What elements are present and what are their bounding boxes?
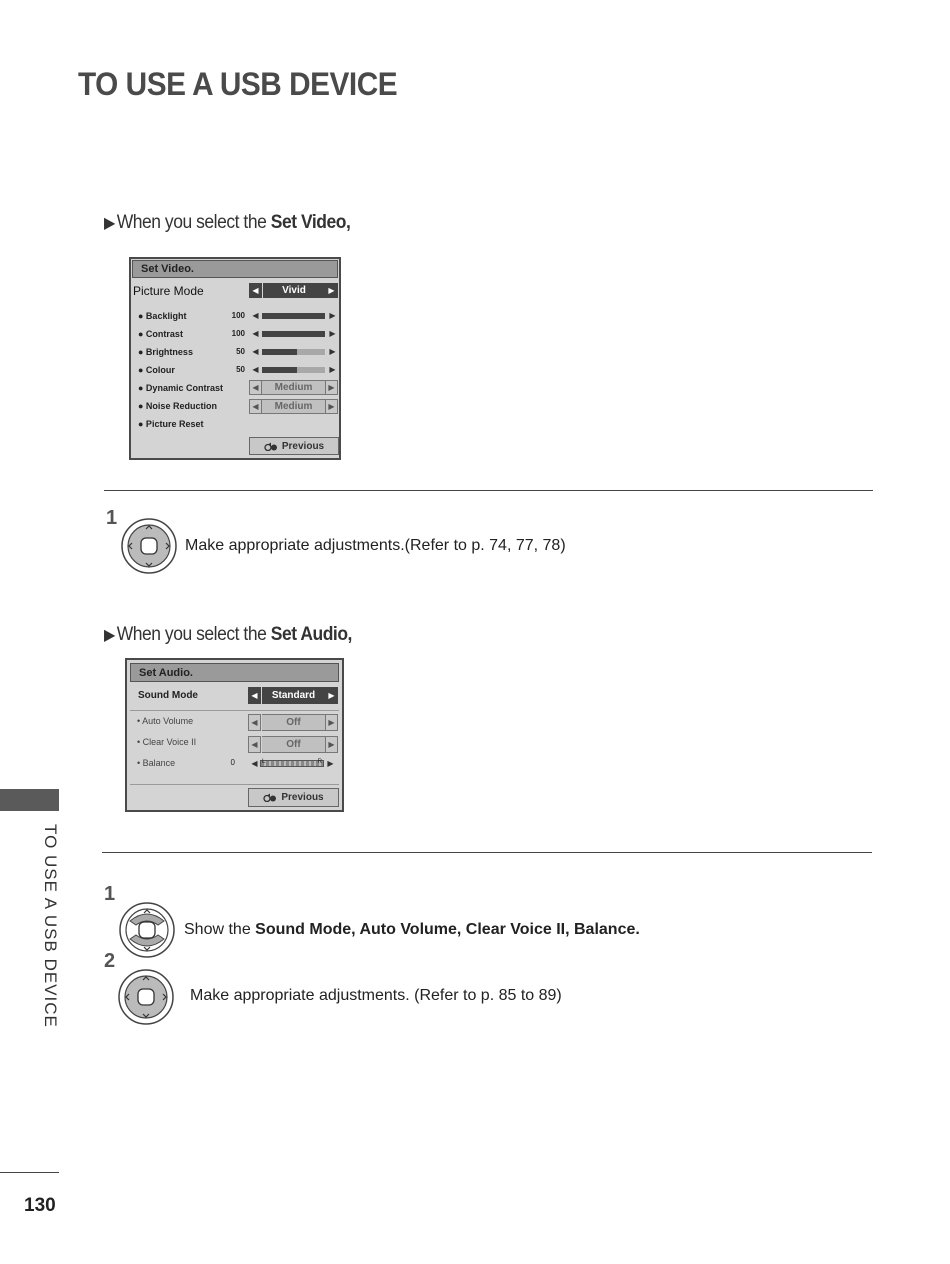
play-arrow-icon: ▶: [104, 215, 115, 232]
clear-voice-right-arrow-icon[interactable]: ▶: [325, 736, 338, 753]
sound-mode-label: Sound Mode: [138, 690, 198, 701]
auto-volume-value[interactable]: Off: [262, 714, 325, 731]
left-arrow-icon[interactable]: ◀: [252, 311, 259, 320]
clear-voice-value[interactable]: Off: [262, 736, 325, 753]
balance-left-marker: L: [262, 759, 266, 765]
noise-reduction-label: ● Noise Reduction: [138, 401, 217, 411]
osd-divider: [130, 710, 339, 711]
auto-volume-left-arrow-icon[interactable]: ◀: [248, 714, 261, 731]
balance-label: • Balance: [137, 758, 176, 768]
dynamic-contrast-right-arrow-icon[interactable]: ▶: [325, 380, 338, 395]
heading-bold: Set Video,: [270, 212, 351, 233]
left-arrow-icon[interactable]: ◀: [252, 365, 259, 374]
colour-label: ● Colour: [138, 365, 175, 375]
right-arrow-icon[interactable]: ▶: [329, 347, 336, 356]
page-number: 130: [24, 1195, 56, 1216]
colour-value: 50: [236, 365, 245, 374]
backlight-label: ● Backlight: [138, 311, 187, 321]
divider: [102, 852, 872, 853]
footer-line: [0, 1172, 59, 1173]
backlight-bar-fill: [262, 313, 325, 319]
contrast-label: ● Contrast: [138, 329, 183, 339]
balance-right-marker: R: [317, 759, 322, 765]
clear-voice-left-arrow-icon[interactable]: ◀: [248, 736, 261, 753]
contrast-value: 100: [231, 329, 245, 338]
navigation-pad-icon: [120, 517, 178, 575]
balance-value: 0: [230, 758, 235, 767]
page-title: TO USE A USB DEVICE: [78, 66, 398, 102]
heading-prefix: When you select the: [116, 624, 271, 645]
auto-volume-right-arrow-icon[interactable]: ▶: [325, 714, 338, 731]
brightness-bar[interactable]: [262, 349, 325, 355]
contrast-bar-fill: [262, 331, 325, 337]
balance-right-arrow-icon[interactable]: ▶: [327, 759, 334, 768]
colour-bar[interactable]: [262, 367, 325, 373]
step-bold: Sound Mode, Auto Volume, Clear Voice II, Balance.: [255, 921, 640, 938]
osd-divider: [130, 784, 339, 785]
brightness-label: ● Brightness: [138, 347, 193, 357]
step-instruction: Make appropriate adjustments.(Refer to p. 74, 77, 78): [185, 537, 566, 554]
picture-reset-item[interactable]: ● Picture Reset: [138, 419, 204, 429]
step-number: 2: [104, 950, 116, 972]
backlight-bar[interactable]: [262, 313, 325, 319]
contrast-bar[interactable]: [262, 331, 325, 337]
clear-voice-label: • Clear Voice II: [137, 737, 197, 747]
heading-bold: Set Audio,: [270, 624, 352, 645]
step-instruction: [184, 921, 640, 939]
side-section-label: TO USE A USB DEVICE: [41, 824, 60, 1028]
balance-left-arrow-icon[interactable]: ◀: [251, 759, 258, 768]
previous-button[interactable]: [248, 788, 339, 807]
left-arrow-icon[interactable]: ◀: [252, 329, 259, 338]
picture-mode-label: Picture Mode: [133, 284, 204, 298]
osd-title: Set Video.: [132, 260, 338, 278]
dynamic-contrast-value[interactable]: Medium: [262, 380, 325, 395]
picture-mode-right-arrow-icon[interactable]: ▶: [325, 283, 338, 298]
brightness-value: 50: [236, 347, 245, 356]
brightness-bar-fill: [262, 349, 297, 355]
sound-mode-left-arrow-icon[interactable]: ◀: [248, 687, 261, 704]
right-arrow-icon[interactable]: ▶: [329, 311, 336, 320]
side-tab: [0, 789, 59, 811]
noise-reduction-value[interactable]: Medium: [262, 399, 325, 414]
step-prefix: Show the: [184, 921, 256, 938]
dynamic-contrast-label: ● Dynamic Contrast: [138, 383, 223, 393]
step-number: 1: [104, 883, 116, 905]
osd-title: Set Audio.: [130, 663, 339, 682]
noise-reduction-right-arrow-icon[interactable]: ▶: [325, 399, 338, 414]
balance-slider[interactable]: [260, 760, 324, 767]
step-number: 1: [106, 507, 118, 529]
right-arrow-icon[interactable]: ▶: [329, 329, 336, 338]
play-arrow-icon: ▶: [104, 627, 115, 644]
right-arrow-icon[interactable]: ▶: [329, 365, 336, 374]
set-video-heading: [104, 212, 350, 234]
colour-bar-fill: [262, 367, 297, 373]
noise-reduction-left-arrow-icon[interactable]: ◀: [249, 399, 262, 414]
left-arrow-icon[interactable]: ◀: [252, 347, 259, 356]
heading-prefix: When you select the: [116, 212, 271, 233]
sound-mode-right-arrow-icon[interactable]: ▶: [325, 687, 338, 704]
previous-label: Previous: [281, 440, 325, 452]
navigation-pad-icon: [117, 968, 175, 1026]
set-audio-heading: [104, 624, 352, 646]
set-audio-osd: [125, 658, 344, 812]
picture-mode-left-arrow-icon[interactable]: ◀: [249, 283, 262, 298]
step-instruction: Make appropriate adjustments. (Refer to p. 85 to 89): [190, 987, 562, 1004]
previous-button[interactable]: [249, 437, 339, 455]
return-icon: [263, 793, 277, 802]
sound-mode-value[interactable]: Standard: [262, 687, 325, 704]
divider: [104, 490, 873, 491]
auto-volume-label: • Auto Volume: [137, 716, 194, 726]
previous-label: Previous: [281, 792, 324, 803]
up-down-pad-icon: [118, 901, 176, 959]
backlight-value: 100: [231, 311, 245, 320]
dynamic-contrast-left-arrow-icon[interactable]: ◀: [249, 380, 262, 395]
return-icon: [264, 442, 278, 451]
picture-mode-value[interactable]: Vivid: [263, 283, 325, 298]
set-video-osd: [129, 257, 341, 460]
